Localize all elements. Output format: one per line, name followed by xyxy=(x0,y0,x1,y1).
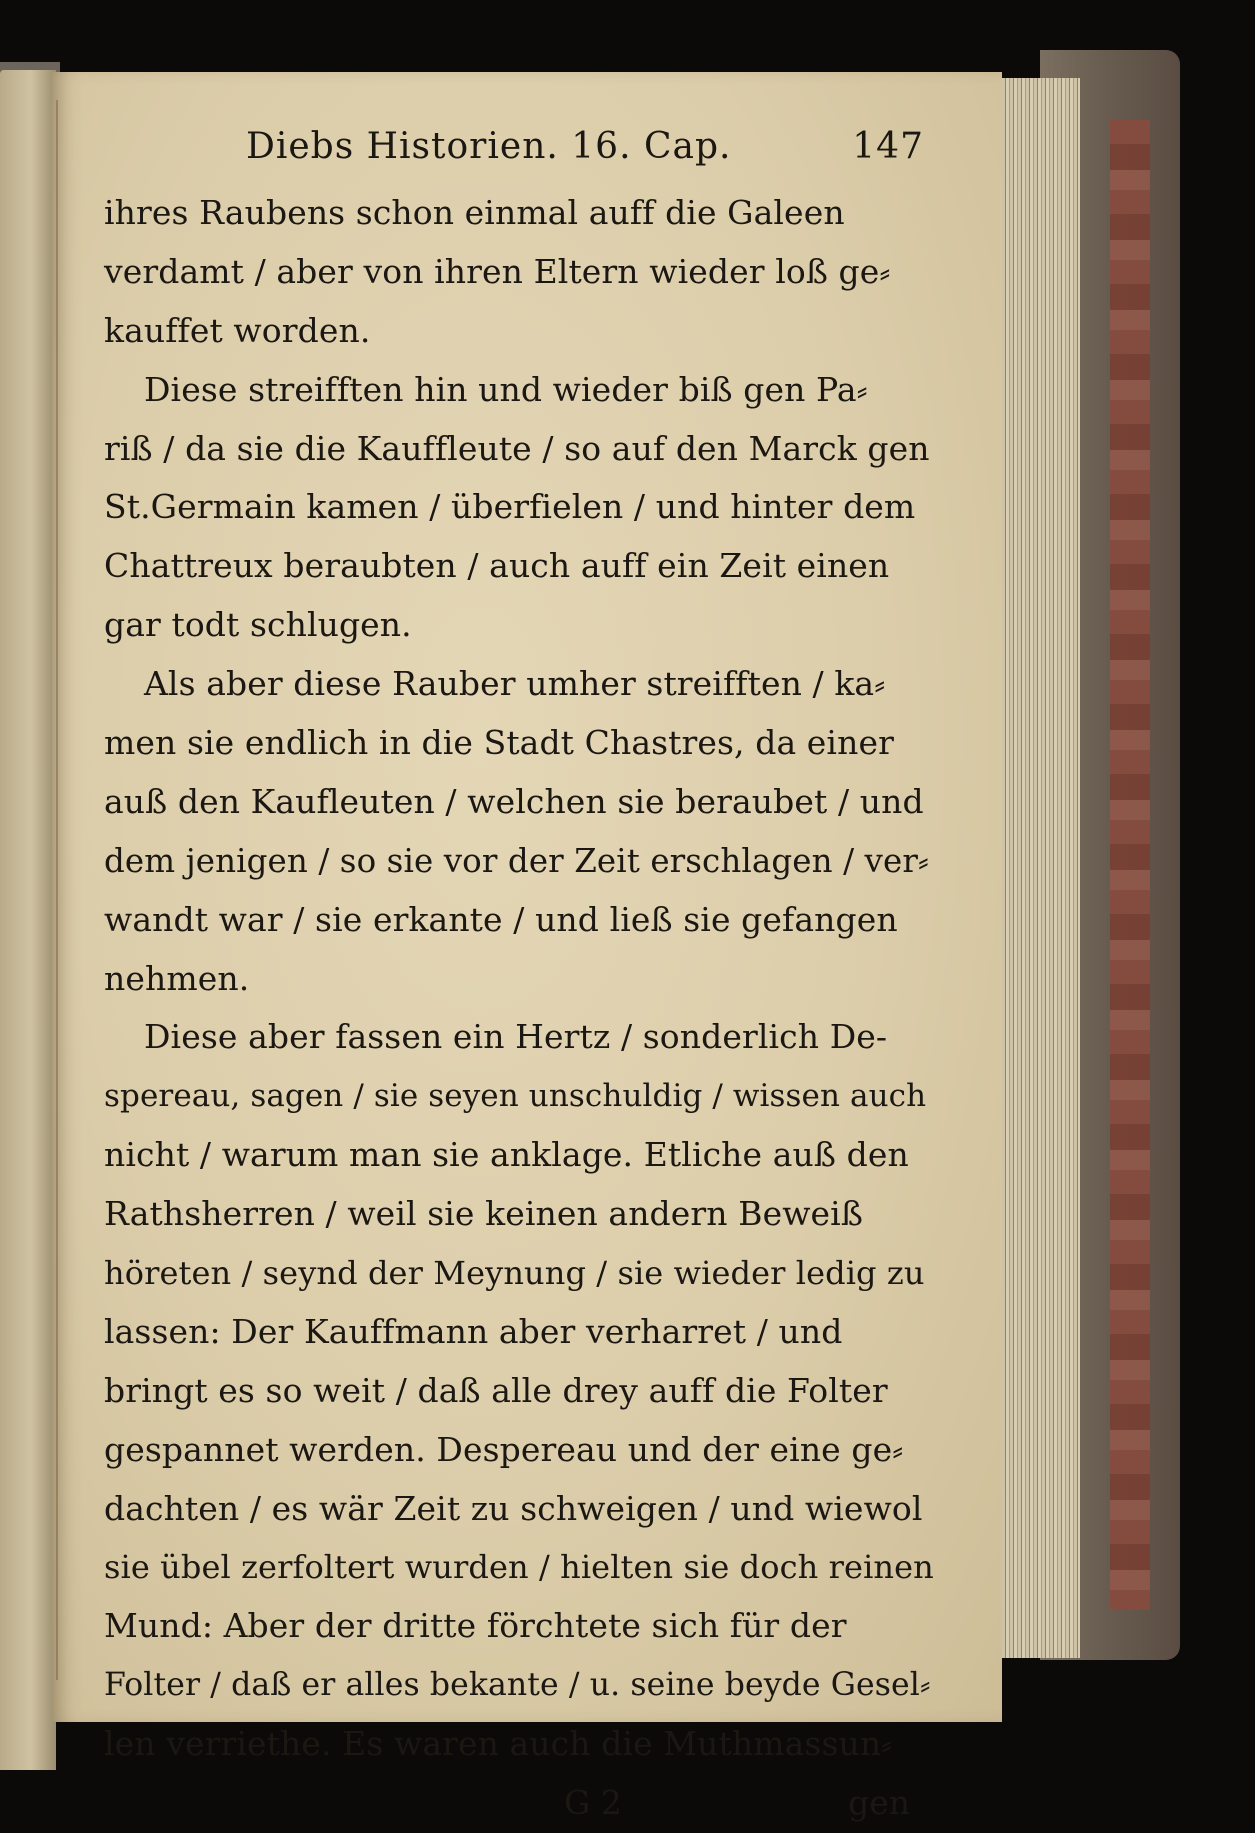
text-line: dachten / es wär Zeit zu schweigen / und wiewol xyxy=(104,1488,923,1528)
text-line: Rathsherren / weil sie keinen andern Beweiß xyxy=(104,1194,863,1234)
text-line: riß / da sie die Kauffleute / so auf den Marck gen xyxy=(104,428,930,468)
page-edges xyxy=(990,78,1080,1658)
gutter xyxy=(56,100,58,1680)
text-line: sie übel zerfoltert wurden / hielten sie doch reinen xyxy=(104,1548,934,1587)
text-line: verdamt / aber von ihren Eltern wieder loß ge⸗ xyxy=(104,251,891,291)
text-line: gespannet werden. Despereau und der eine ge⸗ xyxy=(104,1429,904,1469)
running-head xyxy=(104,126,934,184)
text-line: St.Germain kamen / überfielen / und hinter dem xyxy=(104,487,916,527)
text-line: Folter / daß er alles bekante / u. seine beyde Gesel⸗ xyxy=(104,1667,931,1704)
page-number: 147 xyxy=(852,126,924,167)
signature-mark: G 2 xyxy=(564,1783,622,1823)
text-line: lassen: Der Kauffmann aber verharret / und xyxy=(104,1311,843,1351)
text-line: Diese streifften hin und wieder biß gen Pa⸗ xyxy=(144,369,868,409)
text-line: auß den Kaufleuten / welchen sie beraubet / und xyxy=(104,781,924,821)
text-line: Diese aber fassen ein Hertz / sonderlich De- xyxy=(144,1017,888,1057)
text-line: ihres Raubens schon einmal auff die Galeen xyxy=(104,193,845,232)
text-line: nicht / warum man sie anklage. Etliche auß den xyxy=(104,1135,909,1175)
text-line: wandt war / sie erkante / und ließ sie gefangen xyxy=(104,899,898,939)
previous-page-sliver xyxy=(0,70,56,1770)
text-line: men sie endlich in die Stadt Chastres, da einer xyxy=(104,723,894,763)
text-line: kauffet worden. xyxy=(104,310,371,350)
text-line: Mund: Aber der dritte förchtete sich für der xyxy=(104,1606,847,1646)
catchword: gen xyxy=(848,1783,910,1823)
text-line: Chattreux beraubten / auch auff ein Zeit einen xyxy=(104,546,890,586)
text-line: nehmen. xyxy=(104,958,250,998)
text-line: gar todt schlugen. xyxy=(104,605,412,645)
book-cover-edge-decoration xyxy=(1110,120,1150,1610)
text-line: spereau, sagen / sie seyen unschuldig / wissen auch xyxy=(104,1078,927,1115)
text-line: len verriethe. Es waren auch die Muthmassun⸗ xyxy=(104,1724,893,1764)
text-line: dem jenigen / so sie vor der Zeit erschlagen / ver⸗ xyxy=(104,841,929,880)
text-line: Als aber diese Rauber umher streifften / ka⸗ xyxy=(144,664,886,704)
text-line: höreten / seynd der Meynung / sie wieder ledig zu xyxy=(104,1254,925,1293)
text-line: bringt es so weit / daß alle drey auff die Folter xyxy=(104,1370,888,1410)
page-text xyxy=(104,126,934,1833)
running-head-title: Diebs Historien. 16. Cap. xyxy=(246,126,732,167)
